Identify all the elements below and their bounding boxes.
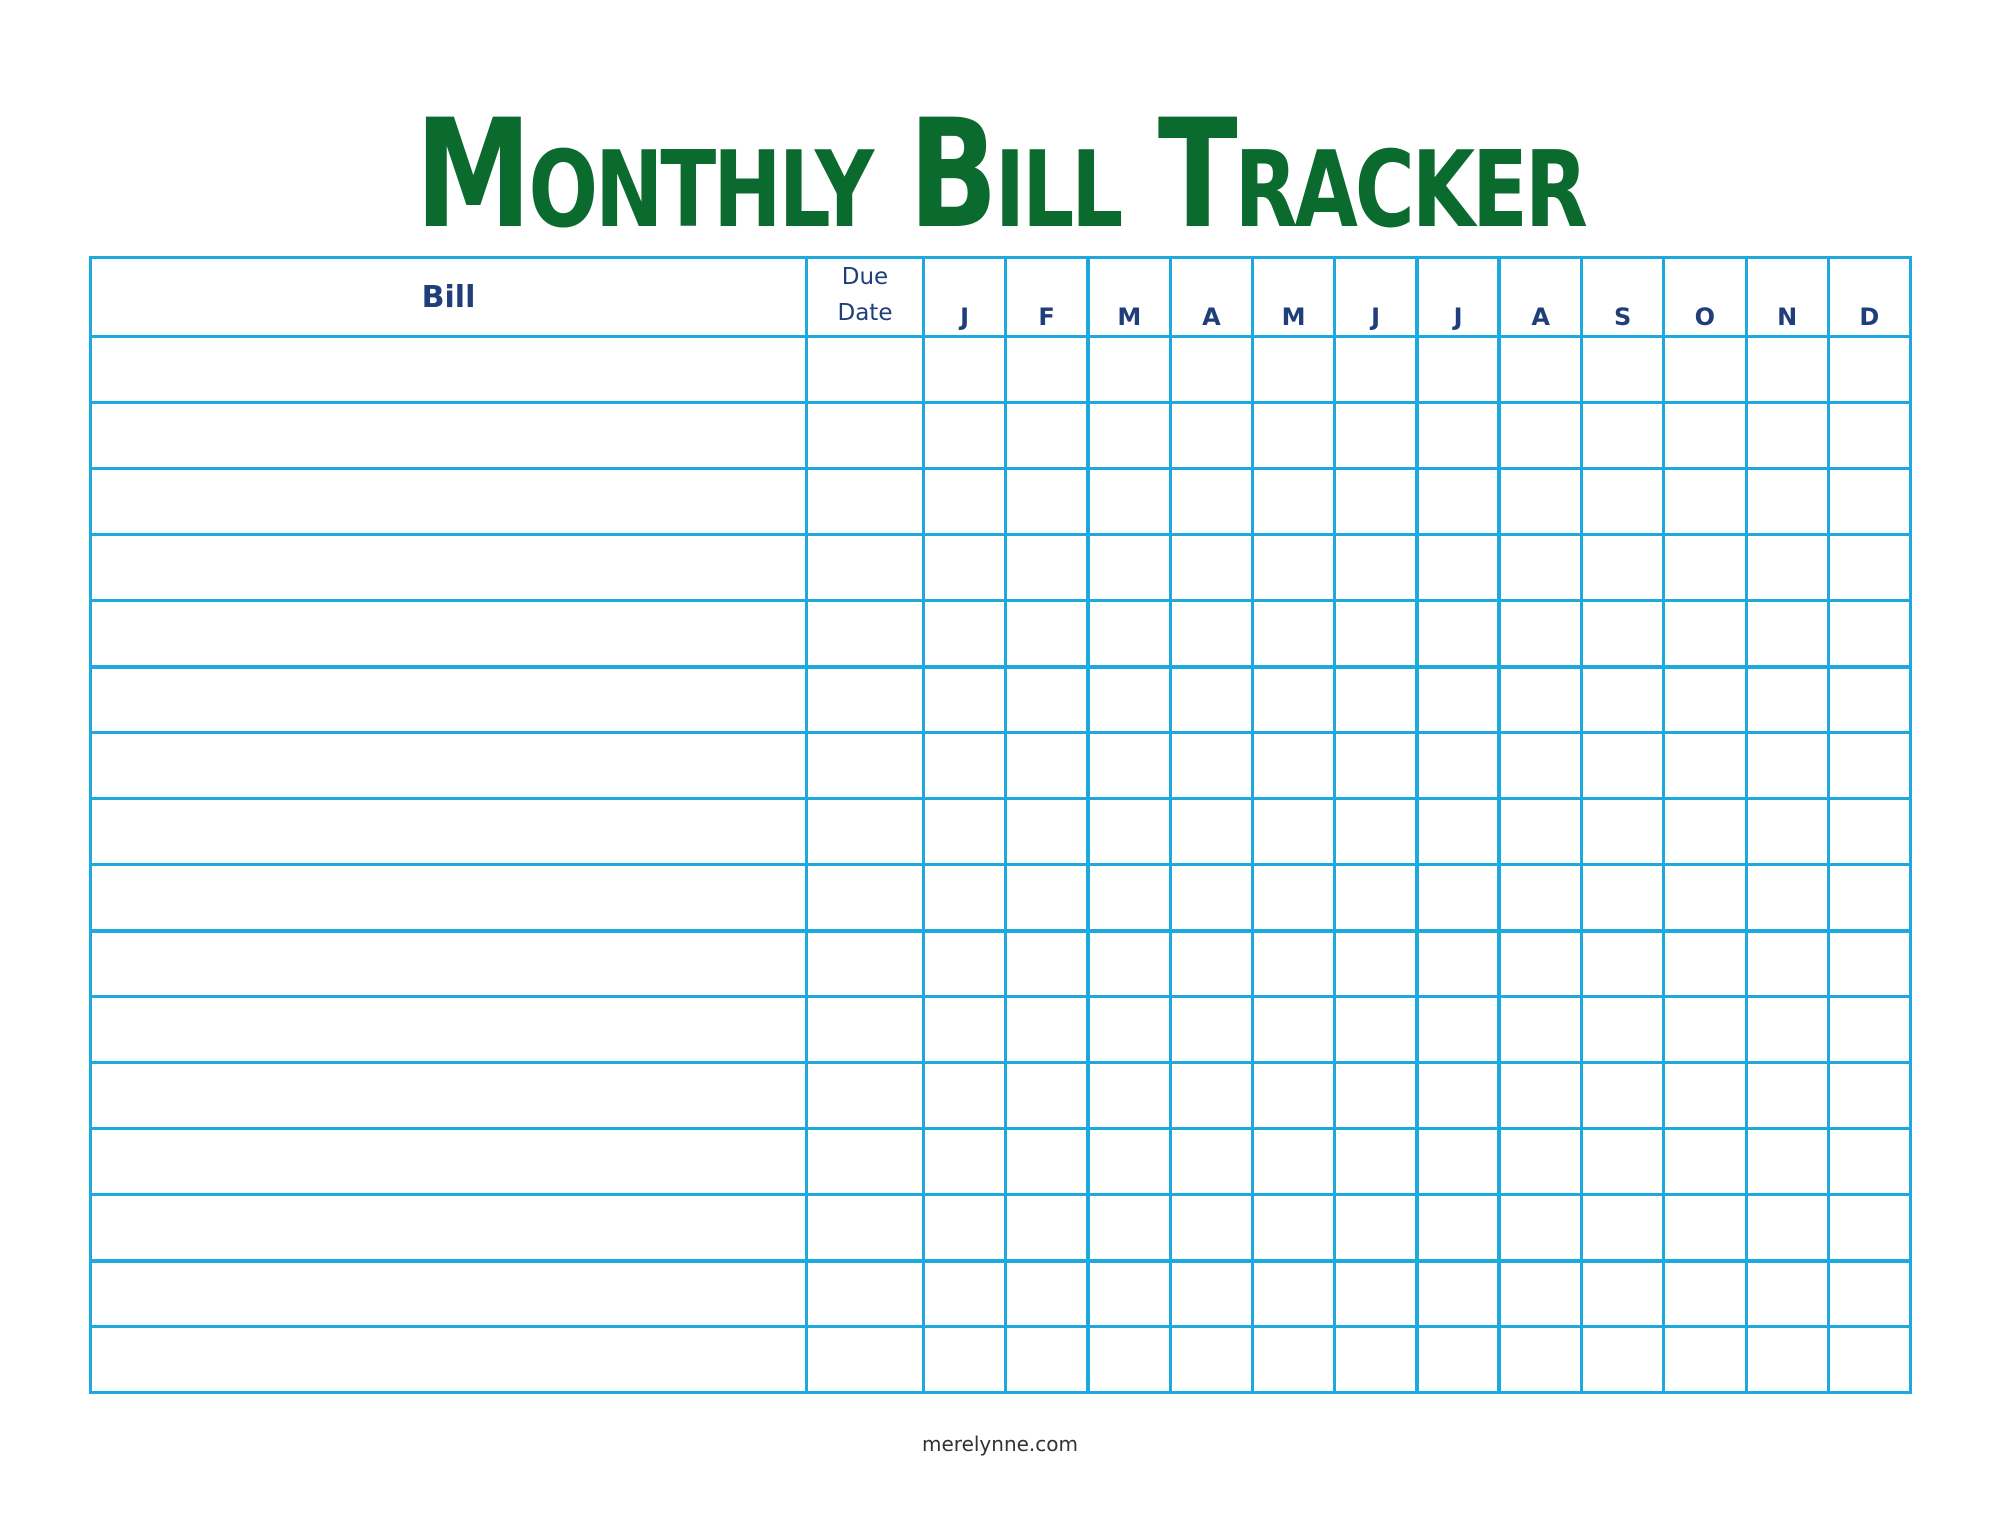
month-check-cell[interactable] xyxy=(1253,469,1335,535)
due-date-cell[interactable] xyxy=(807,799,924,865)
table-row xyxy=(91,403,1911,469)
month-check-cell[interactable] xyxy=(1417,865,1499,931)
month-check-cell[interactable] xyxy=(1335,535,1417,601)
month-check-cell[interactable] xyxy=(1828,865,1910,931)
due-date-cell[interactable] xyxy=(807,865,924,931)
month-check-cell[interactable] xyxy=(1746,1195,1828,1261)
month-check-cell[interactable] xyxy=(1170,1063,1252,1129)
month-check-cell[interactable] xyxy=(1582,931,1664,997)
month-check-cell[interactable] xyxy=(1746,865,1828,931)
due-date-cell[interactable] xyxy=(807,1063,924,1129)
month-check-cell[interactable] xyxy=(1499,403,1581,469)
month-check-cell[interactable] xyxy=(1335,1195,1417,1261)
month-check-cell[interactable] xyxy=(1253,337,1335,403)
due-date-cell[interactable] xyxy=(807,469,924,535)
month-check-cell[interactable] xyxy=(1170,469,1252,535)
month-check-cell[interactable] xyxy=(1417,931,1499,997)
due-date-cell[interactable] xyxy=(807,337,924,403)
month-check-cell[interactable] xyxy=(1335,931,1417,997)
tracker-body xyxy=(91,337,1911,1393)
month-check-cell[interactable] xyxy=(1746,667,1828,733)
month-check-cell[interactable] xyxy=(1253,865,1335,931)
month-check-cell[interactable] xyxy=(1253,535,1335,601)
month-check-cell[interactable] xyxy=(1088,799,1170,865)
month-check-cell[interactable] xyxy=(1006,997,1088,1063)
month-check-cell[interactable] xyxy=(1828,733,1910,799)
month-check-cell[interactable] xyxy=(1582,1063,1664,1129)
month-check-cell[interactable] xyxy=(1664,1261,1746,1327)
month-check-cell[interactable] xyxy=(1088,733,1170,799)
month-check-cell[interactable] xyxy=(1335,997,1417,1063)
month-check-cell[interactable] xyxy=(1170,1129,1252,1195)
month-check-cell[interactable] xyxy=(1006,403,1088,469)
table-row xyxy=(91,733,1911,799)
due-date-cell[interactable] xyxy=(807,667,924,733)
month-check-cell[interactable] xyxy=(1828,931,1910,997)
due-date-cell[interactable] xyxy=(807,997,924,1063)
month-check-cell[interactable] xyxy=(1335,733,1417,799)
due-date-cell[interactable] xyxy=(807,1195,924,1261)
bill-name-cell[interactable] xyxy=(91,1327,807,1393)
due-date-column-header xyxy=(807,258,924,337)
month-column-header: O xyxy=(1664,258,1746,337)
bill-name-cell[interactable] xyxy=(91,997,807,1063)
month-check-cell[interactable] xyxy=(1088,601,1170,667)
month-check-cell[interactable] xyxy=(1664,1063,1746,1129)
bill-name-cell[interactable] xyxy=(91,931,807,997)
month-check-cell[interactable] xyxy=(1582,799,1664,865)
month-check-cell[interactable] xyxy=(1499,1129,1581,1195)
month-check-cell[interactable] xyxy=(1006,799,1088,865)
month-check-cell[interactable] xyxy=(1006,931,1088,997)
month-check-cell[interactable] xyxy=(1664,1327,1746,1393)
month-check-cell[interactable] xyxy=(1828,667,1910,733)
month-check-cell[interactable] xyxy=(1417,535,1499,601)
month-check-cell[interactable] xyxy=(1499,469,1581,535)
table-row xyxy=(91,601,1911,667)
month-check-cell[interactable] xyxy=(1088,1063,1170,1129)
month-check-cell[interactable] xyxy=(1664,667,1746,733)
month-check-cell[interactable] xyxy=(924,997,1006,1063)
month-check-cell[interactable] xyxy=(1335,799,1417,865)
month-check-cell[interactable] xyxy=(1746,733,1828,799)
month-check-cell[interactable] xyxy=(924,469,1006,535)
due-date-cell[interactable] xyxy=(807,1327,924,1393)
table-row xyxy=(91,1261,1911,1327)
month-check-cell[interactable] xyxy=(1582,1129,1664,1195)
month-check-cell[interactable] xyxy=(1253,667,1335,733)
month-check-cell[interactable] xyxy=(924,865,1006,931)
month-check-cell[interactable] xyxy=(1253,1261,1335,1327)
month-check-cell[interactable] xyxy=(1499,1063,1581,1129)
month-check-cell[interactable] xyxy=(1417,1261,1499,1327)
month-check-cell[interactable] xyxy=(1499,733,1581,799)
month-check-cell[interactable] xyxy=(1253,1327,1335,1393)
page-title: Monthly Bill Tracker xyxy=(415,88,1585,262)
month-check-cell[interactable] xyxy=(1417,1327,1499,1393)
month-check-cell[interactable] xyxy=(1499,667,1581,733)
month-check-cell[interactable] xyxy=(1253,733,1335,799)
month-column-header: D xyxy=(1828,258,1910,337)
month-check-cell[interactable] xyxy=(1170,733,1252,799)
month-column-header: N xyxy=(1746,258,1828,337)
month-check-cell[interactable] xyxy=(1253,601,1335,667)
month-check-cell[interactable] xyxy=(1828,403,1910,469)
header-row xyxy=(91,258,1911,337)
month-check-cell[interactable] xyxy=(1499,601,1581,667)
bill-name-cell[interactable] xyxy=(91,337,807,403)
month-check-cell[interactable] xyxy=(1417,1063,1499,1129)
month-check-cell[interactable] xyxy=(1582,469,1664,535)
month-check-cell[interactable] xyxy=(1006,865,1088,931)
month-check-cell[interactable] xyxy=(1088,865,1170,931)
month-check-cell[interactable] xyxy=(1253,403,1335,469)
month-check-cell[interactable] xyxy=(924,403,1006,469)
month-check-cell[interactable] xyxy=(1088,997,1170,1063)
month-check-cell[interactable] xyxy=(1664,469,1746,535)
bill-name-cell[interactable] xyxy=(91,1129,807,1195)
month-check-cell[interactable] xyxy=(1088,931,1170,997)
month-check-cell[interactable] xyxy=(1746,997,1828,1063)
month-check-cell[interactable] xyxy=(1746,931,1828,997)
month-check-cell[interactable] xyxy=(1746,469,1828,535)
month-check-cell[interactable] xyxy=(1170,601,1252,667)
month-check-cell[interactable] xyxy=(1582,337,1664,403)
month-check-cell[interactable] xyxy=(1582,535,1664,601)
month-check-cell[interactable] xyxy=(1499,865,1581,931)
month-check-cell[interactable] xyxy=(1088,1261,1170,1327)
month-check-cell[interactable] xyxy=(1170,535,1252,601)
month-column-header: J xyxy=(1417,258,1499,337)
table-row xyxy=(91,997,1911,1063)
table-row xyxy=(91,535,1911,601)
month-check-cell[interactable] xyxy=(1582,1261,1664,1327)
month-check-cell[interactable] xyxy=(1335,403,1417,469)
due-date-cell[interactable] xyxy=(807,733,924,799)
month-check-cell[interactable] xyxy=(1664,865,1746,931)
month-check-cell[interactable] xyxy=(1828,1129,1910,1195)
month-check-cell[interactable] xyxy=(924,799,1006,865)
bill-name-cell[interactable] xyxy=(91,601,807,667)
month-check-cell[interactable] xyxy=(1828,1261,1910,1327)
month-check-cell[interactable] xyxy=(1006,535,1088,601)
month-check-cell[interactable] xyxy=(1664,931,1746,997)
month-check-cell[interactable] xyxy=(1088,667,1170,733)
month-check-cell[interactable] xyxy=(1746,1129,1828,1195)
month-check-cell[interactable] xyxy=(1006,733,1088,799)
month-check-cell[interactable] xyxy=(1499,997,1581,1063)
bill-column-header: Bill xyxy=(91,258,807,337)
month-check-cell[interactable] xyxy=(1006,1195,1088,1261)
month-check-cell[interactable] xyxy=(1664,733,1746,799)
bill-name-cell[interactable] xyxy=(91,865,807,931)
month-check-cell[interactable] xyxy=(1088,403,1170,469)
bill-name-cell[interactable] xyxy=(91,1063,807,1129)
month-check-cell[interactable] xyxy=(1088,535,1170,601)
month-check-cell[interactable] xyxy=(1746,337,1828,403)
month-check-cell[interactable] xyxy=(1170,1327,1252,1393)
month-check-cell[interactable] xyxy=(1170,1195,1252,1261)
month-check-cell[interactable] xyxy=(1582,1195,1664,1261)
month-check-cell[interactable] xyxy=(1170,1261,1252,1327)
table-row xyxy=(91,799,1911,865)
month-check-cell[interactable] xyxy=(1335,865,1417,931)
month-check-cell[interactable] xyxy=(1335,667,1417,733)
due-date-header-line-2: Date xyxy=(837,300,893,326)
month-check-cell[interactable] xyxy=(924,931,1006,997)
month-column-header: J xyxy=(924,258,1006,337)
month-check-cell[interactable] xyxy=(1746,1327,1828,1393)
month-check-cell[interactable] xyxy=(1006,1129,1088,1195)
month-check-cell[interactable] xyxy=(1582,667,1664,733)
month-check-cell[interactable] xyxy=(924,667,1006,733)
month-check-cell[interactable] xyxy=(1664,601,1746,667)
table-row xyxy=(91,337,1911,403)
bill-name-cell[interactable] xyxy=(91,733,807,799)
month-check-cell[interactable] xyxy=(1582,865,1664,931)
month-check-cell[interactable] xyxy=(1335,1327,1417,1393)
month-check-cell[interactable] xyxy=(1499,535,1581,601)
month-check-cell[interactable] xyxy=(1335,1129,1417,1195)
table-row xyxy=(91,931,1911,997)
month-check-cell[interactable] xyxy=(1746,601,1828,667)
month-check-cell[interactable] xyxy=(1828,997,1910,1063)
month-check-cell[interactable] xyxy=(924,1327,1006,1393)
month-check-cell[interactable] xyxy=(1499,1261,1581,1327)
table-row xyxy=(91,865,1911,931)
month-check-cell[interactable] xyxy=(1828,799,1910,865)
month-check-cell[interactable] xyxy=(1582,1327,1664,1393)
bill-name-cell[interactable] xyxy=(91,403,807,469)
month-check-cell[interactable] xyxy=(1006,1063,1088,1129)
month-check-cell[interactable] xyxy=(1499,931,1581,997)
month-check-cell[interactable] xyxy=(1335,337,1417,403)
month-check-cell[interactable] xyxy=(924,1063,1006,1129)
month-check-cell[interactable] xyxy=(1417,799,1499,865)
month-check-cell[interactable] xyxy=(1417,403,1499,469)
month-check-cell[interactable] xyxy=(924,1261,1006,1327)
month-check-cell[interactable] xyxy=(1746,1063,1828,1129)
month-check-cell[interactable] xyxy=(1664,997,1746,1063)
month-check-cell[interactable] xyxy=(1664,799,1746,865)
table-row xyxy=(91,1327,1911,1393)
month-check-cell[interactable] xyxy=(1499,1195,1581,1261)
month-check-cell[interactable] xyxy=(1088,1327,1170,1393)
month-check-cell[interactable] xyxy=(1170,799,1252,865)
table-row xyxy=(91,667,1911,733)
month-check-cell[interactable] xyxy=(1006,667,1088,733)
month-check-cell[interactable] xyxy=(1088,337,1170,403)
month-check-cell[interactable] xyxy=(1582,403,1664,469)
due-date-cell[interactable] xyxy=(807,1261,924,1327)
bill-name-cell[interactable] xyxy=(91,469,807,535)
month-check-cell[interactable] xyxy=(1170,403,1252,469)
month-check-cell[interactable] xyxy=(1170,931,1252,997)
month-check-cell[interactable] xyxy=(1335,1261,1417,1327)
month-check-cell[interactable] xyxy=(924,601,1006,667)
month-column-header: A xyxy=(1170,258,1252,337)
month-check-cell[interactable] xyxy=(1417,337,1499,403)
month-check-cell[interactable] xyxy=(924,1195,1006,1261)
table-row xyxy=(91,469,1911,535)
month-column-header: M xyxy=(1088,258,1170,337)
month-check-cell[interactable] xyxy=(1006,337,1088,403)
month-check-cell[interactable] xyxy=(1664,1195,1746,1261)
month-check-cell[interactable] xyxy=(1006,601,1088,667)
bill-name-cell[interactable] xyxy=(91,1261,807,1327)
bill-name-cell[interactable] xyxy=(91,799,807,865)
month-check-cell[interactable] xyxy=(1253,931,1335,997)
month-check-cell[interactable] xyxy=(1417,601,1499,667)
month-check-cell[interactable] xyxy=(1417,1129,1499,1195)
month-check-cell[interactable] xyxy=(1088,469,1170,535)
month-column-header: M xyxy=(1253,258,1335,337)
month-check-cell[interactable] xyxy=(1499,1327,1581,1393)
month-column-header: J xyxy=(1335,258,1417,337)
month-column-header: F xyxy=(1006,258,1088,337)
month-check-cell[interactable] xyxy=(1006,1261,1088,1327)
month-check-cell[interactable] xyxy=(1417,469,1499,535)
bill-name-cell[interactable] xyxy=(91,535,807,601)
month-check-cell[interactable] xyxy=(1664,337,1746,403)
bill-name-cell[interactable] xyxy=(91,667,807,733)
month-check-cell[interactable] xyxy=(1746,403,1828,469)
bill-name-cell[interactable] xyxy=(91,1195,807,1261)
month-check-cell[interactable] xyxy=(1088,1195,1170,1261)
month-check-cell[interactable] xyxy=(1582,601,1664,667)
footer-website: merelynne.com xyxy=(922,1432,1078,1456)
month-check-cell[interactable] xyxy=(1253,799,1335,865)
month-check-cell[interactable] xyxy=(1417,997,1499,1063)
due-date-cell[interactable] xyxy=(807,1129,924,1195)
month-check-cell[interactable] xyxy=(1664,1129,1746,1195)
month-check-cell[interactable] xyxy=(1253,997,1335,1063)
month-check-cell[interactable] xyxy=(1088,1129,1170,1195)
table-row xyxy=(91,1129,1911,1195)
bill-tracker-table xyxy=(89,256,1912,1394)
month-check-cell[interactable] xyxy=(1253,1063,1335,1129)
month-check-cell[interactable] xyxy=(1582,997,1664,1063)
table-row xyxy=(91,1063,1911,1129)
month-check-cell[interactable] xyxy=(1499,337,1581,403)
month-check-cell[interactable] xyxy=(1828,601,1910,667)
month-check-cell[interactable] xyxy=(1746,535,1828,601)
month-check-cell[interactable] xyxy=(1664,535,1746,601)
due-date-cell[interactable] xyxy=(807,931,924,997)
month-check-cell[interactable] xyxy=(1417,1195,1499,1261)
due-date-cell[interactable] xyxy=(807,535,924,601)
month-check-cell[interactable] xyxy=(1170,667,1252,733)
month-column-header: S xyxy=(1582,258,1664,337)
bill-tracker-sheet xyxy=(89,256,1912,1388)
month-check-cell[interactable] xyxy=(1170,865,1252,931)
month-check-cell[interactable] xyxy=(924,733,1006,799)
table-row xyxy=(91,1195,1911,1261)
month-check-cell[interactable] xyxy=(1170,337,1252,403)
month-check-cell[interactable] xyxy=(1828,535,1910,601)
month-check-cell[interactable] xyxy=(1006,1327,1088,1393)
month-check-cell[interactable] xyxy=(1417,733,1499,799)
month-column-header: A xyxy=(1499,258,1581,337)
month-check-cell[interactable] xyxy=(1417,667,1499,733)
month-check-cell[interactable] xyxy=(1582,733,1664,799)
month-check-cell[interactable] xyxy=(1253,1195,1335,1261)
month-check-cell[interactable] xyxy=(1335,1063,1417,1129)
month-check-cell[interactable] xyxy=(1170,997,1252,1063)
due-date-header-line-1: Due xyxy=(841,264,889,290)
due-date-cell[interactable] xyxy=(807,601,924,667)
month-check-cell[interactable] xyxy=(1828,1195,1910,1261)
month-check-cell[interactable] xyxy=(1335,601,1417,667)
month-check-cell[interactable] xyxy=(1006,469,1088,535)
month-check-cell[interactable] xyxy=(1335,469,1417,535)
month-check-cell[interactable] xyxy=(1253,1129,1335,1195)
month-check-cell[interactable] xyxy=(1664,403,1746,469)
month-check-cell[interactable] xyxy=(1746,799,1828,865)
month-check-cell[interactable] xyxy=(1828,1063,1910,1129)
month-check-cell[interactable] xyxy=(924,535,1006,601)
month-check-cell[interactable] xyxy=(1746,1261,1828,1327)
due-date-cell[interactable] xyxy=(807,403,924,469)
month-check-cell[interactable] xyxy=(924,1129,1006,1195)
month-check-cell[interactable] xyxy=(1828,469,1910,535)
month-check-cell[interactable] xyxy=(1499,799,1581,865)
month-check-cell[interactable] xyxy=(924,337,1006,403)
month-check-cell[interactable] xyxy=(1828,1327,1910,1393)
month-check-cell[interactable] xyxy=(1828,337,1910,403)
